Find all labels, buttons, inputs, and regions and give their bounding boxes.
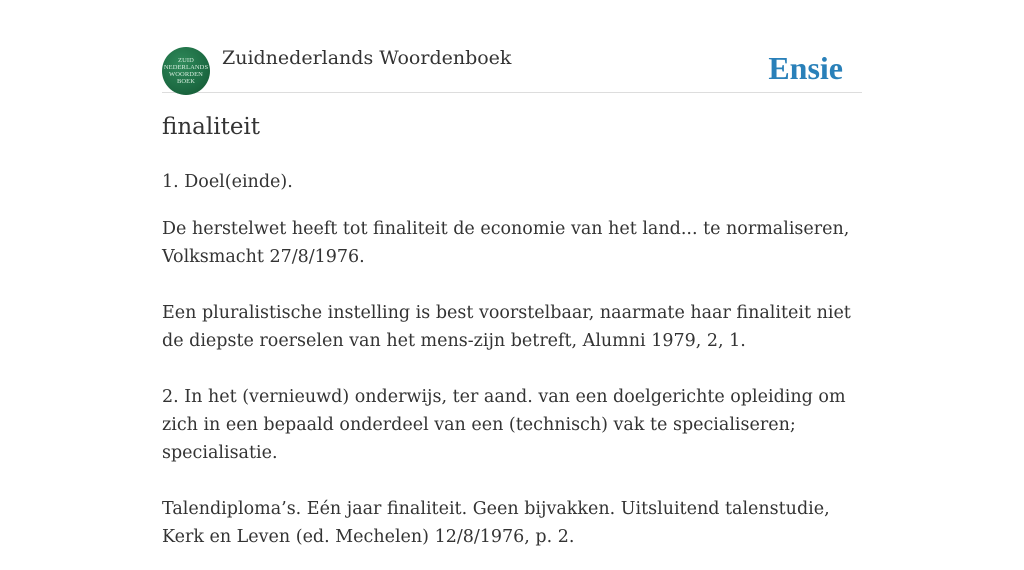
logo-text-line: NEDERLANDS — [163, 64, 209, 71]
logo-text-line: ZUID — [178, 57, 194, 64]
example-paragraph: Een pluralistische instelling is best voorstelbaar, naarmate haar finaliteit niet de diepste roerselen van het mens-zijn betreft, Alumni 1979, 2, 1. — [162, 303, 851, 351]
example-paragraph: Talendiploma’s. Eén jaar finaliteit. Geen bijvakken. Uitsluitend talenstudie, Kerk en Leven (ed. Mechelen) 12/8/1976, p. 2. — [162, 499, 830, 547]
definition-paragraph: 2. In het (vernieuwd) onderwijs, ter aand. van een doelgerichte opleiding om zich in een bepaald onderdeel van een (technisch) vak te specialiseren; specialisatie. — [162, 387, 846, 463]
site-title[interactable]: Zuidnederlands Woordenboek — [222, 47, 512, 69]
page-title: finaliteit — [162, 114, 261, 140]
site-logo[interactable] — [162, 47, 210, 95]
definition-paragraph: 1. Doel(einde). — [162, 172, 293, 192]
site-header — [162, 44, 862, 93]
logo-text-line: BOEK — [176, 78, 196, 85]
example-paragraph: De herstelwet heeft tot finaliteit de economie van het land... te normaliseren, Volksmacht 27/8/1976. — [162, 219, 850, 267]
entry-content — [162, 168, 862, 570]
brand-logo[interactable]: Ensie — [768, 50, 843, 86]
logo-text-line: WOORDEN — [169, 71, 203, 78]
